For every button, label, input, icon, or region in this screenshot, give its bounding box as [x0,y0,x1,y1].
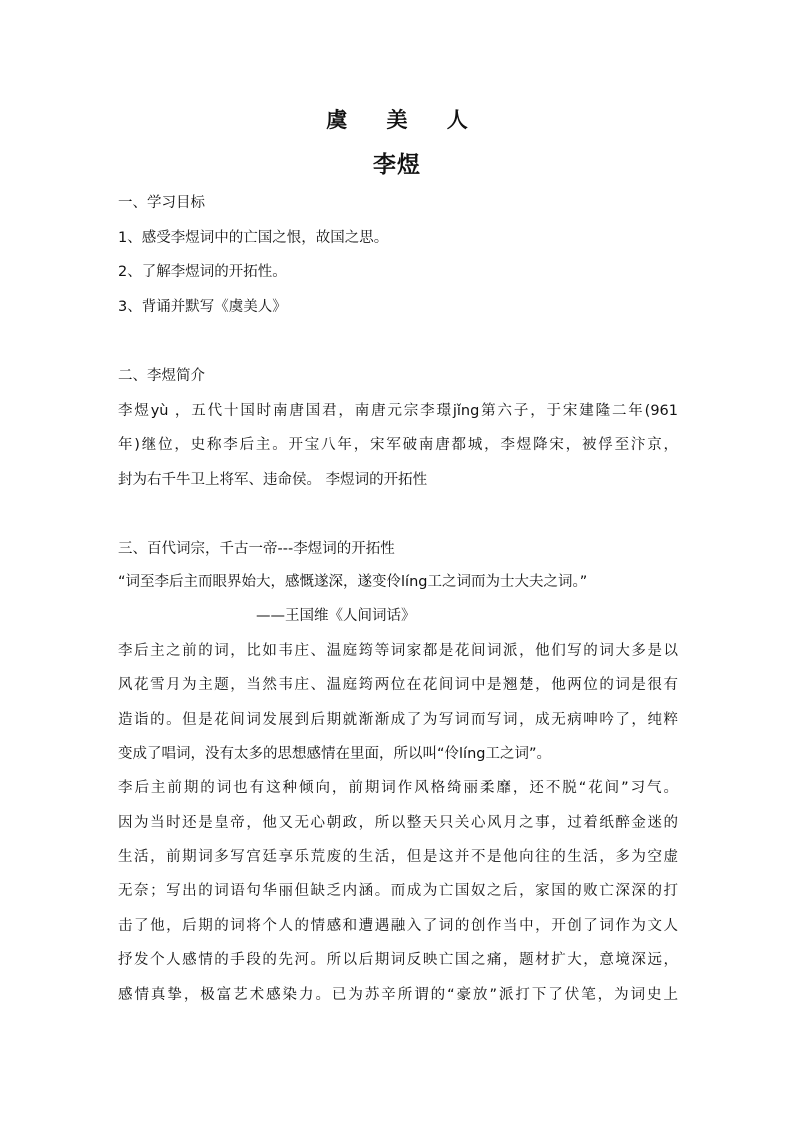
quote-text: “词至李后主而眼界始大，感慨遂深，遂变伶líng工之词而为士大夫之词。” [118,574,588,590]
goal-item-1: 1、感受李煜词中的亡国之恨，故国之思。 [118,230,389,246]
para1-line-4: 变成了唱词，没有太多的思想感情在里面，所以叫“伶líng工之词”。 [118,746,551,762]
goal-item-2: 2、了解李煜词的开拓性。 [118,264,287,280]
poem-title: 虞 美 人 [326,108,484,132]
para2-line-2: 因为当时还是皇帝，他又无心朝政，所以整天只关心风月之事，过着纸醉金迷的 [118,815,678,831]
para2-line-5: 击了他，后期的词将个人的情感和遭遇融入了词的创作当中，开创了词作为文人 [118,918,678,934]
para1-line-3: 造诣的。但是花间词发展到后期就渐渐成了为写词而写词，成无病呻吟了，纯粹 [118,712,678,728]
goal-item-3: 3、背诵并默写《虞美人》 [118,299,287,315]
poem-author: 李煜 [373,152,421,178]
para1-line-2: 风花雪月为主题，当然韦庄、温庭筠两位在花间词中是翘楚，他两位的词是很有 [118,677,678,693]
intro-line-1: 李煜yù ，五代十国时南唐国君，南唐元宗李璟jǐng第六子，于宋建隆二年(961 [118,403,678,419]
para2-line-1: 李后主前期的词也有这种倾向，前期词作风格绮丽柔靡，还不脱“花间”习气。 [118,780,678,796]
para2-line-4: 无奈；写出的词语句华丽但缺乏内涵。而成为亡国奴之后，家国的败亡深深的打 [118,883,678,899]
section-heading-pioneer: 三、百代词宗，千古一帝---李煜词的开拓性 [118,541,395,557]
para2-line-3: 生活，前期词多写宫廷享乐荒废的生活，但是这并不是他向往的生活，多为空虚 [118,849,678,865]
para2-line-7: 感情真挚，极富艺术感染力。已为苏辛所谓的“豪放”派打下了伏笔，为词史上 [118,987,678,1003]
section-heading-goals: 一、学习目标 [118,195,205,211]
quote-source: ——王国维《人间词话》 [256,608,416,624]
intro-line-2: 年)继位，史称李后主。开宝八年，宋军破南唐都城，李煜降宋，被俘至汴京， [118,437,678,453]
para2-line-6: 抒发个人感情的手段的先河。所以后期词反映亡国之痛，题材扩大，意境深远， [118,952,678,968]
para1-line-1: 李后主之前的词，比如韦庄、温庭筠等词家都是花间词派，他们写的词大多是以 [118,643,678,659]
intro-line-3: 封为右千牛卫上将军、违命侯。 李煜词的开拓性 [118,472,428,488]
section-heading-intro: 二、李煜简介 [118,368,205,384]
